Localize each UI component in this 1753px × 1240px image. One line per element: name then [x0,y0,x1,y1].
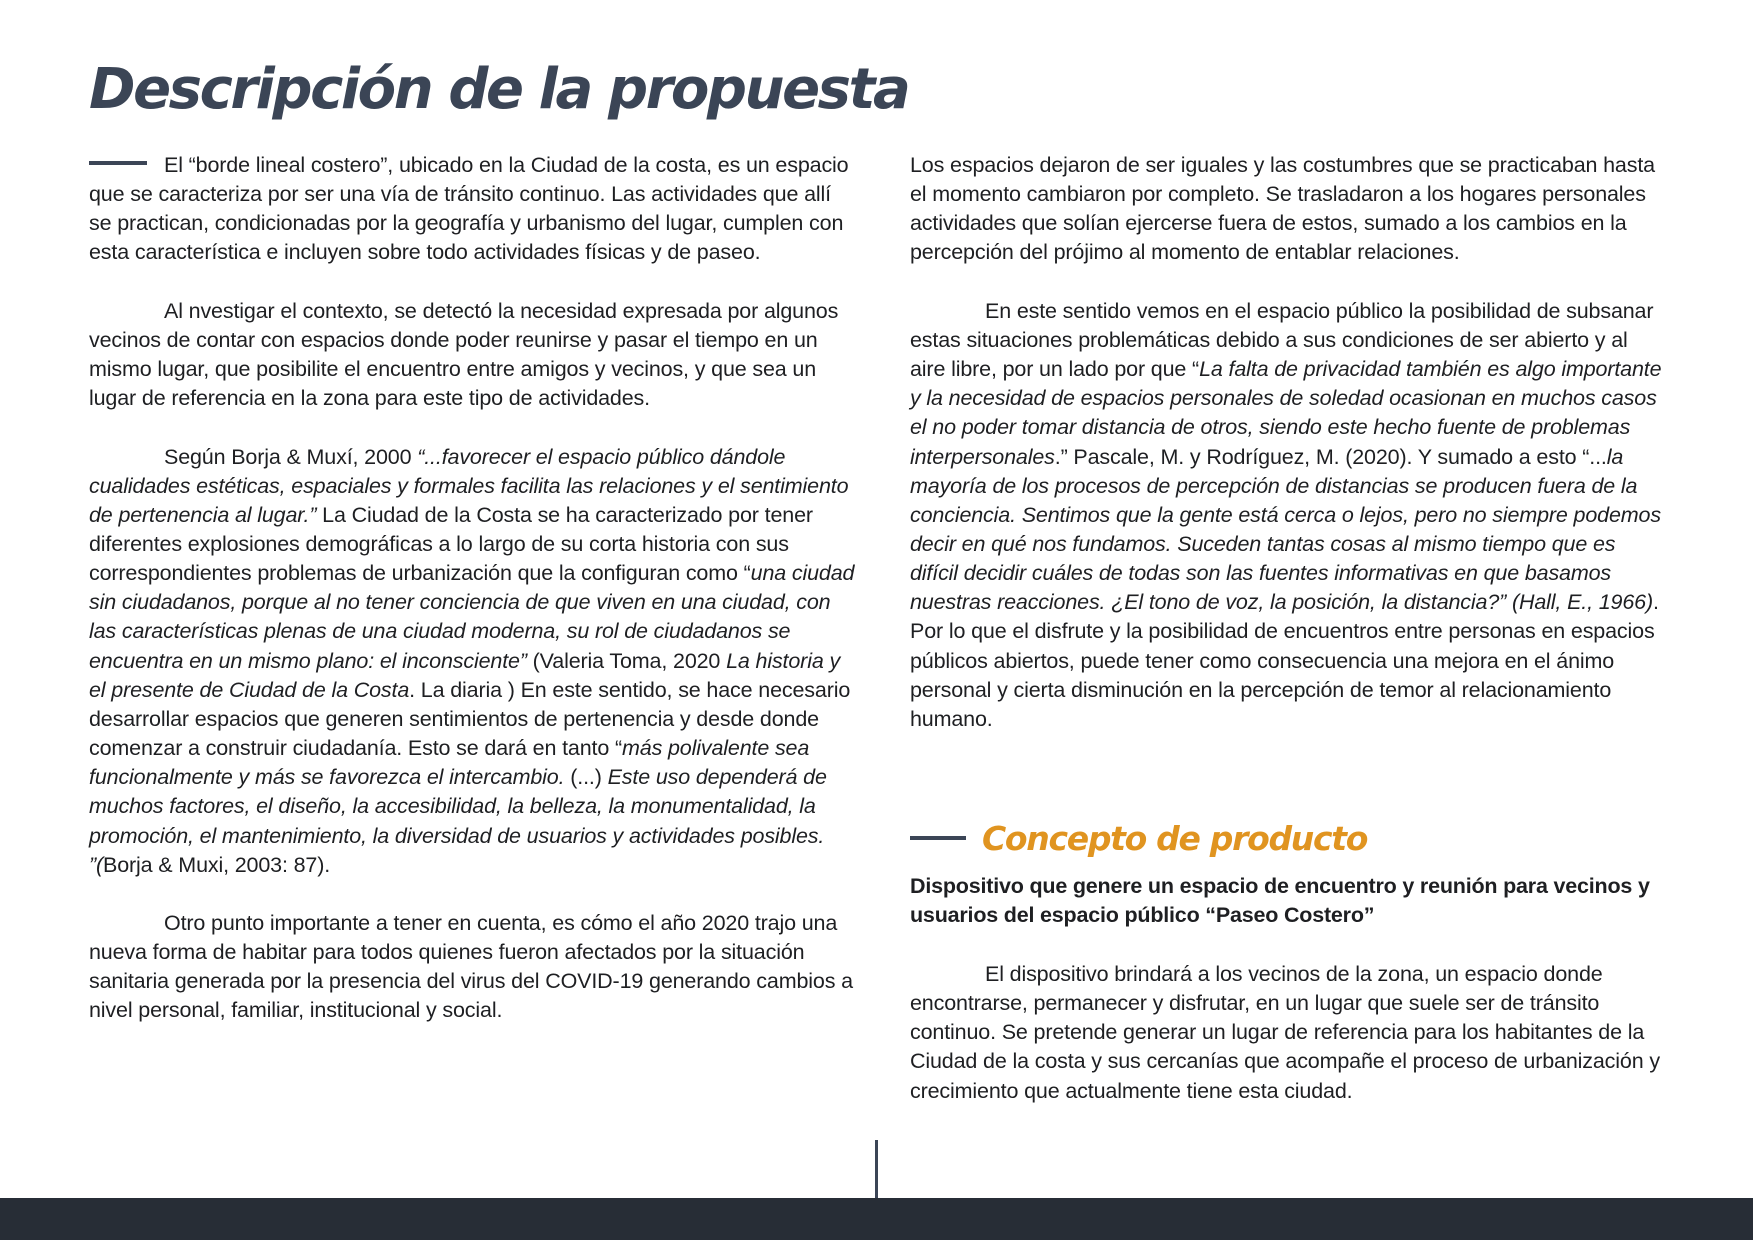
text-run: La Ciudad de la Costa se ha caracterizado por tener diferentes explosiones demográficas a lo largo de su corta historia con sus correspondientes problemas de urbanización que la configuran como “ [89,502,813,586]
quote-polivalente: más polivalente sea funcionalmente y más se favorezca el intercambio. [89,736,810,790]
section-subtitle: Dispositivo que genere un espacio de encuentro y reunión para vecinos y usuarios del espacio público “Paseo Costero” [910,874,1650,928]
citation-title: La historia y el presente de Ciudad de la Costa [89,648,841,702]
text-run: (Valeria Toma, 2020 [526,648,727,673]
left-column [89,151,859,1026]
right-column [910,151,1666,734]
paragraph-covid: Otro punto importante a tener en cuenta, es cómo el año 2020 trajo una nueva forma de habitar para todos quienes fueron afectados por la situación sanitaria generada por la presencia del virus del COVID-19 generando cambios a nivel personal, familiar, institucional y social. [89,911,853,1023]
section-dash [910,836,966,840]
text-run: Según Borja & Muxí, 2000 [164,444,418,469]
paragraph-borja-muxi [89,443,859,880]
section-body [910,960,1666,1106]
text-run: .” Pascale, M. y Rodríguez, M. (2020). Y sumado a esto “... [1054,444,1607,469]
section-title: Concepto de producto [982,818,1368,858]
paragraph-borde-lineal [89,151,859,268]
page-divider [875,1140,878,1200]
footer-bar [0,1198,1753,1240]
section-heading [910,812,1367,864]
decorative-dash [89,161,147,165]
paragraph-dispositivo: El dispositivo brindará a los vecinos de la zona, un espacio donde encontrarse, permanecer y disfrutar, en un lugar que suele ser de tránsito continuo. Se pretende generar un lugar de referencia para los habitantes de la Ciudad de la costa y sus cercanías que acompañe el proceso de urbanización y crecimiento que actualmente tiene esta ciudad. [910,962,1660,1103]
quote-pascale: La falta de privacidad también es algo importante y la necesidad de espacios personales de soledad ocasionan en muchos casos el no poder tomar distancia de otros, siendo este hecho fuente de problemas interpersonales [910,357,1662,469]
paragraph-investigacion: Al nvestigar el contexto, se detectó la necesidad expresada por algunos vecinos de contar con espacios donde poder reunirse y pasar el tiempo en un mismo lugar, que posibilite el encuentro entre amigos y vecinos, y que sea un lugar de referencia en la zona para este tipo de actividades. [89,298,839,411]
paragraph-espacios: Los espacios dejaron de ser iguales y las costumbres que se practicaban hasta el momento cambiaron por completo. Se trasladaron a los hogares personales actividades que solían ejercerse fuera de estos, sumado a los cambios en la percepción del prójimo al momento de entablar relaciones. [910,153,1655,265]
citation: Borja & Muxi, 2003: 87). [103,852,331,877]
text-run: (...) [564,765,608,790]
quote-hall: la mayoría de los procesos de percepción de distancias se producen fuera de la conciencia. Sentimos que la gente está cerca o lejos, pero no siempre podemos decir en qué nos fundamos. Suceden tantas cosas al mismo tiempo que es difícil decidir cuáles de todas son las fuentes informativas en que basamos nuestras reacciones. ¿El tono de voz, la posición, la distancia?” (Hall, E., 1966) [910,444,1661,615]
paragraph-text: El “borde lineal costero”, ubicado en la Ciudad de la costa, es un espacio que se caracteriza por ser una vía de tránsito continuo. Las actividades que allí se practican, condicionadas por la geografía y urbanismo del lugar, cumplen con esta característica e incluyen sobre todo actividades físicas y de paseo. [89,153,849,265]
quote-toma: una ciudad sin ciudadanos, porque al no tener conciencia de que viven en una ciudad, con las características plenas de una ciudad moderna, su rol de ciudadanos se encuentra en un mismo plano: el inconsciente” [89,561,855,673]
quote-borja-muxi: “...favorecer el espacio público dándole cualidades estéticas, espaciales y formales facilita las relaciones y el sentimiento de pertenencia al lugar.” [89,444,849,527]
text-run: En este sentido vemos en el espacio público la posibilidad de subsanar estas situaciones problemáticas debido a sus condiciones de ser abierto y al aire libre, por un lado por que “ [910,298,1654,382]
paragraph-espacio-publico [910,297,1666,734]
text-run: . Por lo que el disfrute y la posibilidad de encuentros entre personas en espacios públicos abiertos, puede tener como consecuencia una mejora en el ánimo personal y cierta disminución en la percepción de temor al relacionamiento humano. [910,590,1659,731]
quote-uso: Este uso dependerá de muchos factores, el diseño, la accesibilidad, la belleza, la monumentalidad, la promoción, el mantenimiento, la diversidad de usuarios y actividades posibles. ”( [89,765,827,877]
page-title: Descripción de la propuesta [89,57,909,122]
text-run: . La diaria ) En este sentido, se hace necesario desarrollar espacios que generen sentimientos de pertenencia y desde donde comenzar a construir ciudadanía. Esto se dará en tanto “ [89,677,851,761]
